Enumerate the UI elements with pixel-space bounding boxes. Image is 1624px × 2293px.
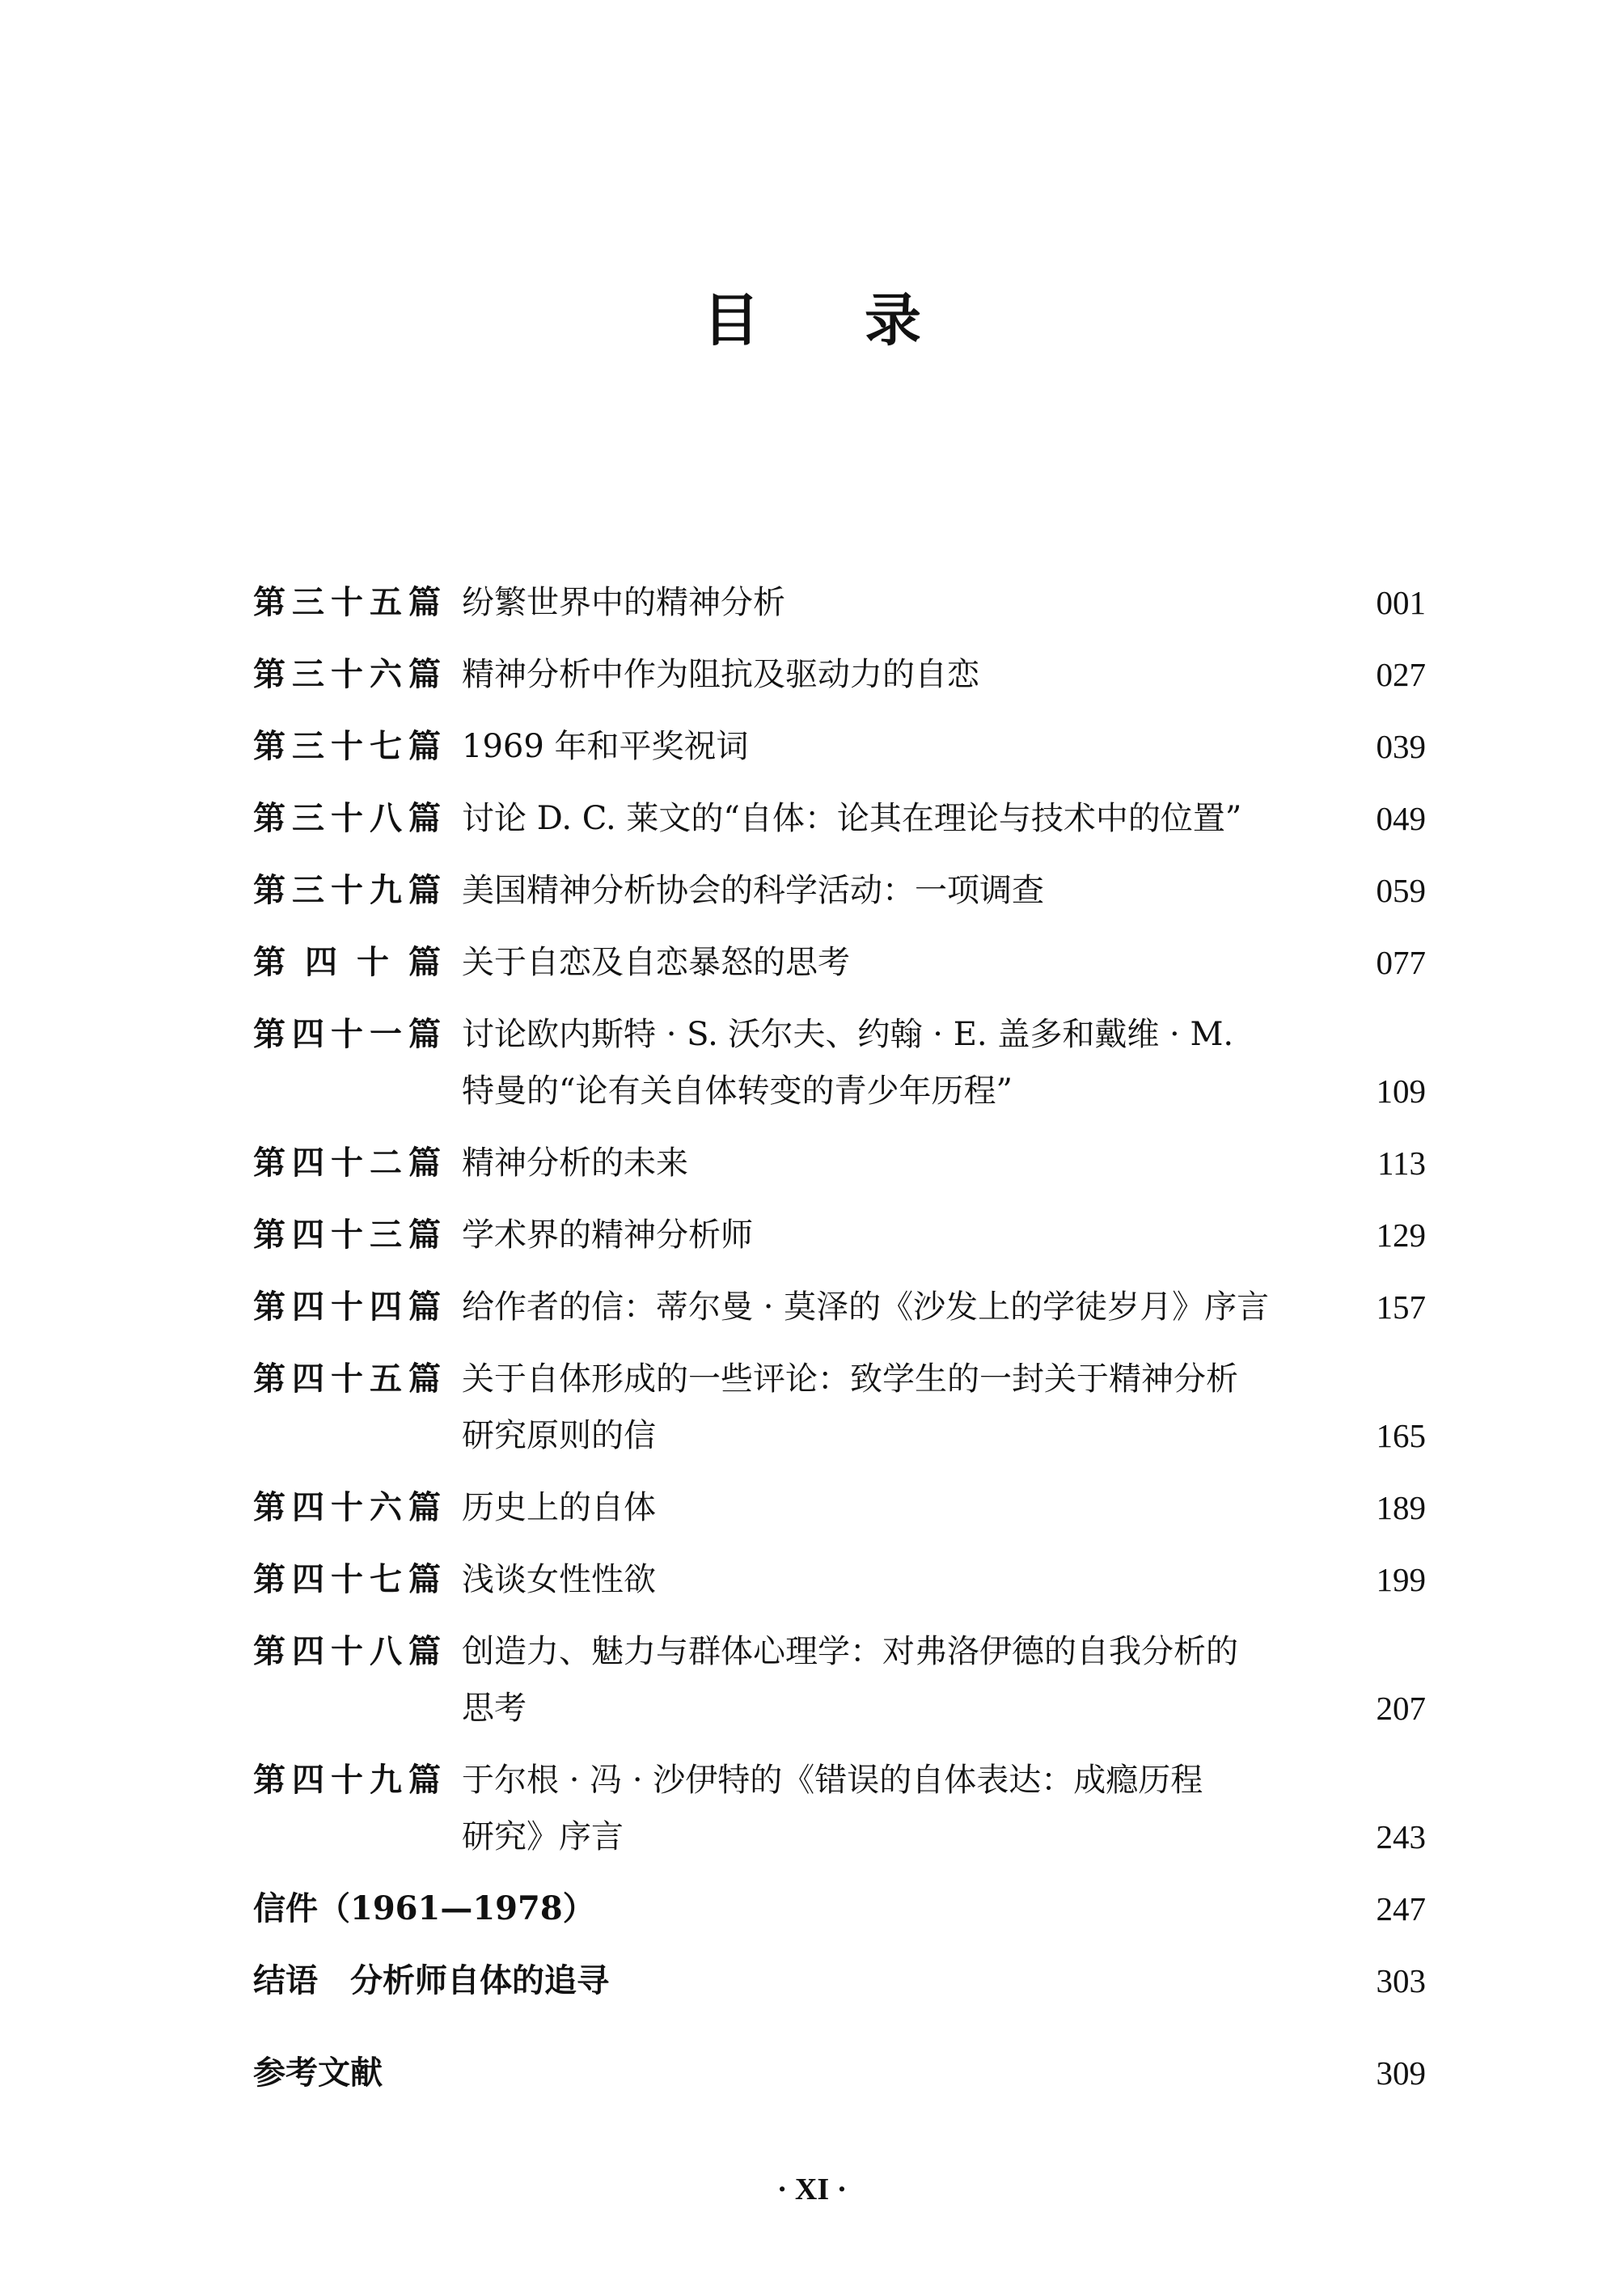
toc-entry-page: 303 <box>1376 1962 1426 1999</box>
toc-entry-title-line: 研究原则的信 <box>462 1417 656 1454</box>
toc-entry-label: 第四十四篇 <box>253 1288 441 1326</box>
toc-entry-title-line: 精神分析中作为阻抗及驱动力的自恋 <box>462 656 979 693</box>
toc-entry-title <box>462 1351 1426 1464</box>
toc-entry[interactable] <box>253 790 1426 847</box>
toc-entry-page: 129 <box>1376 1216 1426 1254</box>
toc-entry-title: 参考文献 <box>253 2054 383 2092</box>
toc-entry-page: 027 <box>1376 656 1426 693</box>
toc-entry-title <box>462 1479 1426 1536</box>
toc-entry-title <box>462 718 1426 775</box>
toc-entry-title <box>462 790 1426 847</box>
toc-entry-title: 结语 分析师自体的追寻 <box>253 1961 609 1999</box>
toc-entry-title-line: 美国精神分析协会的科学活动：一项调查 <box>462 872 1044 909</box>
toc-entry-label: 第四十三篇 <box>253 1216 441 1254</box>
toc-entry-label: 第三十五篇 <box>253 583 441 621</box>
toc-entry-title-line: 于尔根 · 冯 · 沙伊特的《错误的自体表达：成瘾历程 <box>462 1762 1203 1799</box>
toc-entry-page: 077 <box>1376 944 1426 981</box>
toc-entry-title-line: 浅谈女性性欲 <box>462 1561 656 1598</box>
toc-entry-title-line: 1969 年和平奖祝词 <box>462 728 749 765</box>
toc-entry-page: 109 <box>1376 1072 1426 1110</box>
toc-entry-page: 001 <box>1376 584 1426 621</box>
toc-entry-title-line: 关于自恋及自恋暴怒的思考 <box>462 944 850 981</box>
toc-entry-title <box>462 1006 1426 1119</box>
toc-entry-title <box>462 934 1426 991</box>
toc-entry-label: 第四十五篇 <box>253 1360 441 1398</box>
toc-entry-label: 第四十七篇 <box>253 1560 441 1598</box>
toc-entry-label: 第三十七篇 <box>253 727 441 765</box>
toc-entry-page: 059 <box>1376 872 1426 909</box>
toc-entry[interactable] <box>253 1006 1426 1119</box>
page-number: · XI · <box>776 2172 848 2206</box>
toc-entry[interactable] <box>253 1207 1426 1263</box>
toc-entry-page: 247 <box>1376 1890 1426 1927</box>
toc-entry-title <box>462 1752 1426 1865</box>
toc-entry-label: 第 四 十 篇 <box>253 943 441 981</box>
toc-entry-title <box>462 1551 1426 1608</box>
toc-entry[interactable] <box>253 1135 1426 1191</box>
toc-entry[interactable] <box>253 1881 1426 1937</box>
toc-entry-page: 157 <box>1376 1288 1426 1326</box>
toc-entry-page: 189 <box>1376 1489 1426 1526</box>
toc-entry-title-line: 关于自体形成的一些评论：致学生的一封关于精神分析 <box>462 1360 1238 1398</box>
toc-entry[interactable] <box>253 718 1426 775</box>
toc-entry-page: 309 <box>1376 2054 1426 2092</box>
toc-entry[interactable] <box>253 1551 1426 1608</box>
toc-entry[interactable] <box>253 2045 1426 2101</box>
toc-entry-title-line: 纷繁世界中的精神分析 <box>462 584 785 621</box>
toc-entry-page: 207 <box>1376 1690 1426 1727</box>
toc-entry[interactable] <box>253 1351 1426 1464</box>
toc-entry-title <box>462 646 1426 703</box>
toc-entry-page: 165 <box>1376 1417 1426 1454</box>
toc-entry[interactable] <box>253 1623 1426 1737</box>
toc-entry[interactable] <box>253 1479 1426 1536</box>
toc-entry-title-line: 思考 <box>462 1690 527 1727</box>
toc-entry-page: 113 <box>1377 1144 1426 1182</box>
toc-entry-title <box>462 1207 1426 1263</box>
toc-entry-title-line: 历史上的自体 <box>462 1489 656 1526</box>
toc-entry-title <box>462 1279 1426 1335</box>
toc-entry-title-line: 精神分析的未来 <box>462 1144 688 1182</box>
toc-entry-page: 039 <box>1376 728 1426 765</box>
toc-entry-label: 第三十九篇 <box>253 871 441 909</box>
toc-entry-label: 第四十九篇 <box>253 1761 441 1799</box>
toc-entry-title-line: 创造力、魅力与群体心理学：对弗洛伊德的自我分析的 <box>462 1633 1238 1670</box>
toc-entry-label: 第三十六篇 <box>253 655 441 693</box>
toc-entry-title-line: 给作者的信：蒂尔曼 · 莫泽的《沙发上的学徒岁月》序言 <box>462 1288 1270 1326</box>
toc-entry-title-line: 学术界的精神分析师 <box>462 1216 753 1254</box>
toc-entry-page: 243 <box>1376 1818 1426 1855</box>
toc-entry[interactable] <box>253 646 1426 703</box>
toc-entry-title <box>462 574 1426 631</box>
toc-entry-label: 第四十一篇 <box>253 1015 441 1053</box>
toc-entry[interactable] <box>253 934 1426 991</box>
toc-entry-title: 信件（1961—1978） <box>253 1889 595 1927</box>
toc-entry-label: 第四十八篇 <box>253 1632 441 1670</box>
toc-entry-label: 第三十八篇 <box>253 799 441 837</box>
toc-entry-title <box>462 862 1426 919</box>
toc-entry-title-line: 研究》序言 <box>462 1818 624 1855</box>
page-title <box>0 275 1624 357</box>
toc-entry-title-line: 讨论欧内斯特 · S. 沃尔夫、约翰 · E. 盖多和戴维 · M. <box>462 1016 1234 1053</box>
toc-entry[interactable] <box>253 862 1426 919</box>
toc-entry[interactable] <box>253 1279 1426 1335</box>
toc-entry-label: 第四十二篇 <box>253 1144 441 1182</box>
table-of-contents <box>253 574 1426 2117</box>
toc-entry-title <box>462 1623 1426 1737</box>
toc-entry-title-line: 特曼的“论有关自体转变的青少年历程” <box>462 1072 1013 1110</box>
toc-entry[interactable] <box>253 574 1426 631</box>
toc-entry[interactable] <box>253 1752 1426 1865</box>
page-title-right: 录 <box>865 286 921 353</box>
toc-entry[interactable] <box>253 1952 1426 2009</box>
toc-entry-page: 049 <box>1376 800 1426 837</box>
toc-entry-title <box>462 1135 1426 1191</box>
page-title-left: 目 <box>703 286 759 353</box>
toc-entry-page: 199 <box>1376 1561 1426 1598</box>
toc-entry-title-line: 讨论 D. C. 莱文的“自体：论其在理论与技术中的位置” <box>462 800 1242 837</box>
toc-entry-label: 第四十六篇 <box>253 1488 441 1526</box>
